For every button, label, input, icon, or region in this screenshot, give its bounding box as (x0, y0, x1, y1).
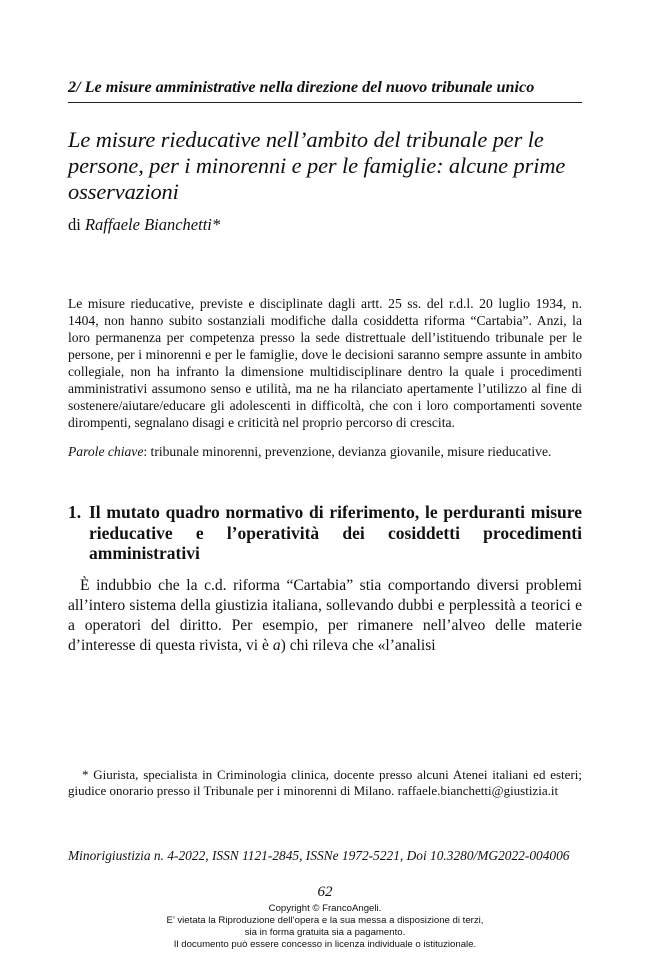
abstract: Le misure rieducative, previste e disciplinate dagli artt. 25 ss. del r.d.l. 20 luglio 1934, n. 1404, non hanno subito sostanziali modifiche dalla cosiddetta riforma “Cartabia”. Anzi, la loro permanenza per competenza presso la sede distrettuale dell’istituendo tribunale per le persone, per i minorenni e per le famiglie, dove le decisioni saranno sempre assunte in ambito collegiale, non ha infranto la dimensione multidisciplinare dentro la quale i procedimenti amministrativi assumono senso e utilità, ma ne ha rilanciato apertamente l’utilizzo al fine di sostenere/aiutare/educare gli adolescenti in difficoltà, che con i loro comportamenti sovente dirompenti, segnalano disagi e criticità nel proprio percorso di crescita. (68, 296, 582, 430)
section-1-heading (68, 502, 582, 564)
section-1-title: Il mutato quadro normativo di riferimento, le perduranti misure rieducative e l’operatività dei cosiddetti procedimenti amministrativi (89, 502, 582, 563)
section-1-number: 1. (68, 502, 82, 522)
body-text-part1: È indubbio che la c.d. riforma “Cartabia” stia comportando diversi problemi all’intero sistema della giustizia italiana, sollevando dubbi e perplessità a teorici e a operatori del diritto. Per esempio, per rimanere nell’alveo delle materie d’interesse di questa rivista, vi è (68, 576, 582, 654)
body-text-part2: ) chi rileva che «l’analisi (280, 636, 436, 654)
byline-prefix: di (68, 215, 81, 234)
keywords-label: Parole chiave (68, 444, 144, 459)
footnote: * Giurista, specialista in Criminologia clinica, docente presso alcuni Atenei italiani ed esteri; giudice onorario presso il Tribunale per i minorenni di Milano. raffaele.bianchetti@giustizia.it (68, 767, 582, 798)
copyright-line-2: E’ vietata la Riproduzione dell’opera e la sua messa a disposizione di terzi, (166, 915, 484, 926)
journal-reference: Minorigiustizia n. 4-2022, ISSN 1121-2845, ISSNe 1972-5221, Doi 10.3280/MG2022-004006 (68, 848, 570, 863)
copyright-notice (0, 903, 650, 951)
keywords (68, 443, 582, 460)
body-paragraph (68, 576, 582, 656)
article-title: Le misure rieducative nell’ambito del tribunale per le persone, per i minorenni e per le famiglie: alcune prime osservazioni (68, 127, 566, 204)
byline (68, 215, 582, 235)
page-number: 62 (317, 884, 333, 900)
page-content (68, 78, 582, 656)
copyright-line-1: Copyright © FrancoAngeli. (268, 903, 382, 914)
body-text-italic: a (272, 636, 281, 654)
copyright-line-4: Il documento può essere concesso in licenza individuale o istituzionale. (173, 939, 477, 950)
keywords-text: : tribunale minorenni, prevenzione, devianza giovanile, misure rieducative. (143, 444, 552, 459)
section-heading: 2/ Le misure amministrative nella direzione del nuovo tribunale unico (68, 78, 582, 103)
author-name: Raffaele Bianchetti* (84, 215, 221, 234)
copyright-line-3: sia in forma gratuita sia a pagamento. (244, 927, 406, 938)
